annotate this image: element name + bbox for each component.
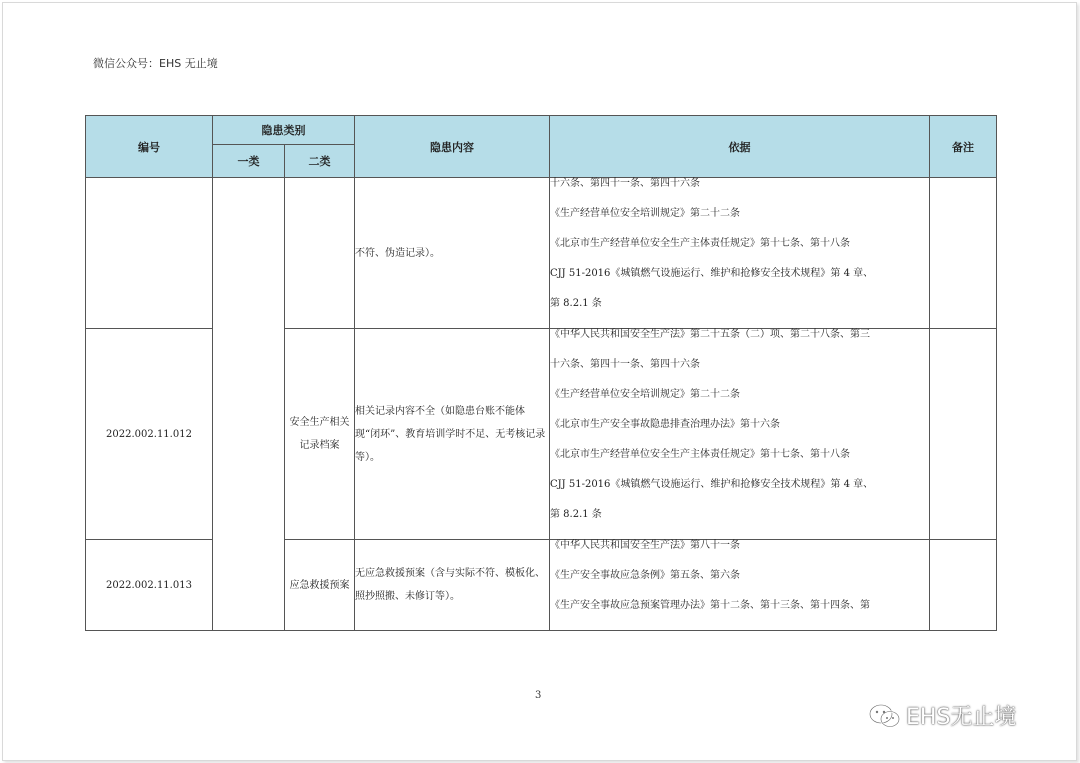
row-id: 2022.002.11.013 <box>86 540 213 631</box>
header-remarks: 备注 <box>930 116 997 178</box>
row-basis <box>550 329 930 540</box>
page-number: 3 <box>535 690 542 701</box>
header-category-level2: 二类 <box>285 145 355 178</box>
row-basis <box>550 178 930 329</box>
row-remarks <box>930 329 997 540</box>
hazard-table <box>85 115 997 631</box>
basis-line: 十六条、第四十一条、第四十六条 <box>550 178 700 189</box>
row-remarks <box>930 540 997 631</box>
table-row <box>86 178 997 329</box>
basis-line: 《北京市生产经营单位安全生产主体责任规定》第十七条、第十八条 <box>550 449 850 460</box>
header-content: 隐患内容 <box>355 116 550 178</box>
row-id <box>86 178 213 329</box>
basis-line: 第 8.2.1 条 <box>550 509 602 520</box>
basis-line: 《生产经营单位安全培训规定》第二十二条 <box>550 389 740 400</box>
basis-line: 十六条、第四十一条、第四十六条 <box>550 359 700 370</box>
row-basis <box>550 540 930 631</box>
category1-cell <box>213 178 285 631</box>
header-basis: 依据 <box>550 116 930 178</box>
header-category-level1: 一类 <box>213 145 285 178</box>
row-content: 不符、伪造记录）。 <box>355 178 550 329</box>
wechat-icon <box>868 703 902 729</box>
basis-line: 《生产安全事故应急条例》第五条、第六条 <box>550 570 740 581</box>
header-note: 微信公众号：EHS 无止境 <box>93 57 218 70</box>
row-id: 2022.002.11.012 <box>86 329 213 540</box>
basis-line: 第 8.2.1 条 <box>550 298 602 309</box>
basis-line: 《北京市生产经营单位安全生产主体责任规定》第十七条、第十八条 <box>550 238 850 249</box>
basis-line: 《生产经营单位安全培训规定》第二十二条 <box>550 208 740 219</box>
basis-line: CJJ 51-2016《城镇燃气设施运行、维护和抢修安全技术规程》第 4 章、 <box>550 268 874 279</box>
row-category2: 安全生产相关记录档案 <box>285 329 355 540</box>
row-category2 <box>285 178 355 329</box>
watermark-text: EHS无止境 <box>906 705 1017 730</box>
watermark <box>868 700 1016 731</box>
header-category: 隐患类别 <box>213 116 355 145</box>
basis-line: 《生产安全事故应急预案管理办法》第十二条、第十三条、第十四条、第 <box>550 600 870 611</box>
basis-line: 《中华人民共和国安全生产法》第八十一条 <box>550 540 740 551</box>
basis-line: 《中华人民共和国安全生产法》第二十五条（二）项、第二十八条、第三 <box>550 329 870 340</box>
header-id: 编号 <box>86 116 213 178</box>
row-content: 相关记录内容不全（如隐患台账不能体现“闭环”、教育培训学时不足、无考核记录等）。 <box>355 329 550 540</box>
row-remarks <box>930 178 997 329</box>
basis-line: 《北京市生产安全事故隐患排查治理办法》第十六条 <box>550 419 780 430</box>
basis-line: CJJ 51-2016《城镇燃气设施运行、维护和抢修安全技术规程》第 4 章、 <box>550 479 874 490</box>
row-content: 无应急救援预案（含与实际不符、模板化、照抄照搬、未修订等）。 <box>355 540 550 631</box>
row-category2: 应急救援预案 <box>285 540 355 631</box>
